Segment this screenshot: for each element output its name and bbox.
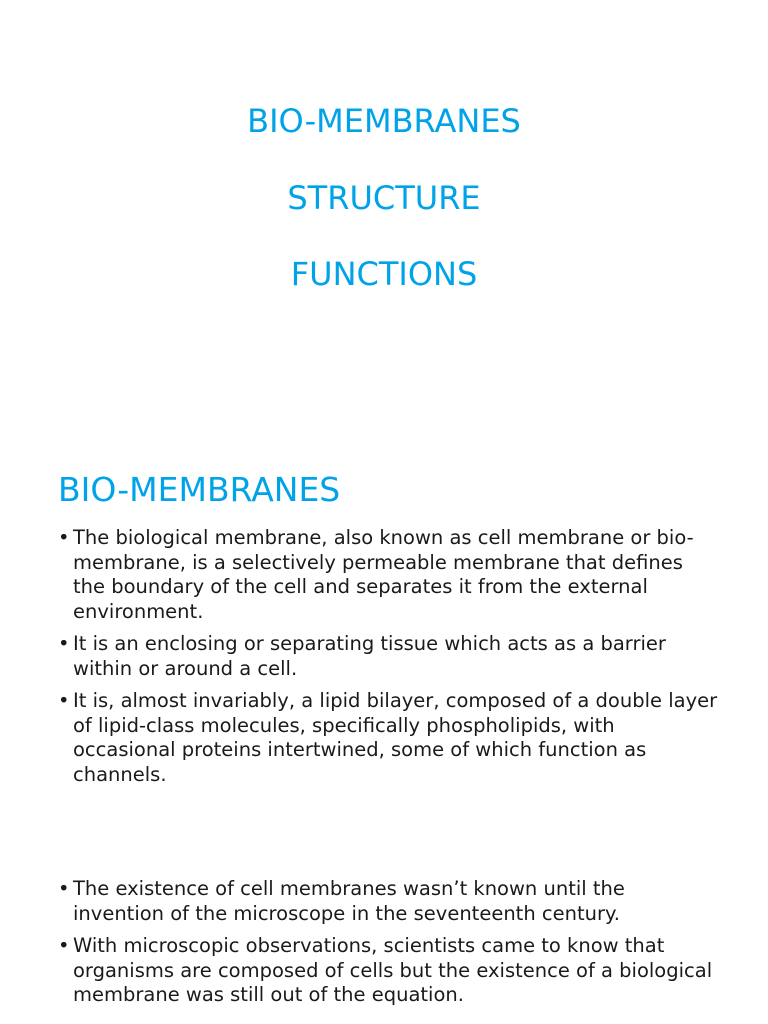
bullet-item xyxy=(58,934,718,1008)
bullet-text: It is, almost invariably, a lipid bilayer, composed of a double layer of lipid-class molecules, specifically phospholipids, with occasional proteins intertwined, some of which function as channels. xyxy=(73,689,718,786)
section-heading: BIO-MEMBRANES xyxy=(58,470,341,509)
bullet-item xyxy=(58,877,718,926)
bullet-text: The existence of cell membranes wasn’t known until the invention of the microscope in the seventeenth century. xyxy=(73,877,625,925)
bullet-item xyxy=(58,526,718,624)
title-line-functions: FUNCTIONS xyxy=(290,255,478,293)
title-line-bio-membranes: BIO-MEMBRANES xyxy=(247,102,521,140)
content-slide-history xyxy=(0,860,768,1024)
bullet-text: It is an enclosing or separating tissue which acts as a barrier within or around a cell. xyxy=(73,632,666,680)
bullet-dot-icon: • xyxy=(58,689,70,712)
content-slide-bio-membranes xyxy=(0,440,768,860)
bullet-text: With microscopic observations, scientists came to know that organisms are composed of cells but the existence of a biological membrane was still out of the equation. xyxy=(73,934,713,1006)
bullet-list xyxy=(58,877,718,1016)
title-line-structure: STRUCTURE xyxy=(287,179,481,217)
bullet-text: The biological membrane, also known as cell membrane or bio-membrane, is a selectively permeable membrane that defines the boundary of the cell and separates it from the external environment. xyxy=(73,526,694,623)
bullet-dot-icon: • xyxy=(58,526,70,549)
bullet-dot-icon: • xyxy=(58,877,70,900)
bullet-item xyxy=(58,632,718,681)
bullet-list xyxy=(58,526,718,795)
bullet-dot-icon: • xyxy=(58,934,70,957)
title-slide xyxy=(0,0,768,440)
bullet-item xyxy=(58,689,718,787)
bullet-dot-icon: • xyxy=(58,632,70,655)
